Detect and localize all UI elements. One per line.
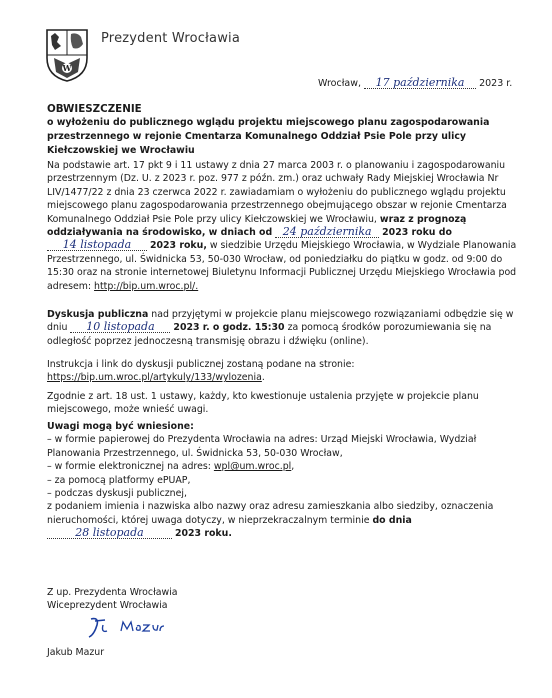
handwritten-signature [85,615,165,641]
email-prefix: – w formie elektronicznej na adres: [47,461,211,473]
deadline-year: 2023 roku. [174,528,232,540]
instructions-dot: . [261,372,265,384]
paragraph-right-to-remarks: Zgodnie z art. 18 ust. 1 ustawy, każdy, kto kwestionuje ustalenia przyjęte w projekcie planu miejscowego, może wnieść uwagi. [47,391,479,416]
remarks-closing-text: z podaniem imienia i nazwiska albo nazwy oraz adresu zamieszkania albo siedziby, oznaczenia nieruchomości, której uwaga dotyczy, w nieprzekraczalnym terminie [47,501,494,526]
deadline-intro: do dnia [372,514,412,526]
paragraph-public-discussion [47,308,517,348]
paragraph-instructions [47,358,517,385]
remarks-section [47,420,517,541]
organization-name: Prezydent Wrocławia [101,31,241,46]
period-intro: wraz z prognozą oddziaływania na środowisko, w dniach od [47,213,467,239]
discussion-text: nad przyjętymi w projekcie planu miejscowego rozwiązaniami odbędzie się w dniu [47,309,514,334]
period-start-date: 24 października [275,226,379,238]
signature-title: Wiceprezydent Wrocławia [47,600,168,612]
remarks-heading: Uwagi mogą być wniesione: [47,421,194,432]
legal-basis-text: Na podstawie art. 17 pkt 9 i 11 ustawy z dnia 27 marca 2003 r. o planowaniu i zagospodarowaniu przestrzennym (Dz. U. z 2023 r. poz. 977 z późn. zm.) oraz uchwały Rady Miejskiej Wrocławia Nr LIV/1477/22 z dnia 23 czerwca 2022 r. zawiadamiam o wyłożeniu do publicznego wglądu projektu miejscowego planu zagospodarowania przestrzennego obejmującego obszar w rejonie Cmentarza Komunalnego Oddział Psie Pole przy ulicy Kiełczowskiej we Wrocławiu, [47,160,507,225]
handwritten-date: 17 października [364,77,476,89]
period-mid: 2023 roku do [382,227,452,239]
period-end-year: 2023 roku, [149,240,207,252]
paragraph-legal-basis [47,159,517,293]
period-end-date: 14 listopada [47,239,147,251]
city-coat-of-arms-logo [45,28,89,82]
remarks-item-email [47,460,517,473]
location-text: w siedzibie Urzędu Miejskiego Wrocławia, w Wydziale Planowania Przestrzennego, ul. Świdnicka 53, 50-030 Wrocław, od poniedziałku do piątku w godz. od 9:00 do 15:30 oraz na stronie internetowej Biuletynu Informacji Publicznej Urzędu Miejskiego Wrocławia pod adresem: [47,240,517,292]
signature-block [47,586,517,613]
document-title: OBWIESZCZENIE [47,103,142,115]
document-date [318,77,512,89]
remarks-item-paper: – w formie papierowej do Prezydenta Wrocławia na adres: Urząd Miejski Wrocławia, Wydział Planowania Przestrzennego, ul. Świdnicka 53, 50-030 Wrocław, [47,434,477,459]
remarks-item-discussion: – podczas dyskusji publicznej, [47,488,187,500]
bip-link[interactable]: http://bip.um.wroc.pl/. [94,280,199,292]
signature-authority: Z up. Prezydenta Wrocławia [47,587,178,598]
svg-text:W: W [62,63,72,73]
discussion-date: 10 listopada [70,321,170,333]
deadline-date: 28 listopada [47,527,172,539]
remarks-closing [47,500,517,540]
remarks-item-epuap: – za pomocą platformy ePUAP, [47,474,191,486]
discussion-heading: Dyskusja publiczna [47,309,149,320]
date-place: Wrocław, [318,78,362,89]
date-year: 2023 r. [479,78,513,89]
email-suffix: , [291,461,295,473]
discussion-time: 2023 r. o godz. 15:30 [173,322,285,334]
instructions-text: Instrukcja i link do dyskusji publicznej zostaną podane na stronie: [47,359,355,370]
discussion-mode: za pomocą środków porozumiewania się na odległość poprzez jednoczesną transmisję obrazu i dźwięku (online). [47,322,492,347]
document-subtitle: o wyłożeniu do publicznego wglądu projektu miejscowego planu zagospodarowania przestrzennego w rejonie Cmentarza Komunalnego Oddział Psie Pole przy ulicy Kiełczowskiej we Wrocławiu [47,117,490,156]
email-link[interactable]: wpl@um.wroc.pl [213,461,292,473]
instructions-link[interactable]: https://bip.um.wroc.pl/artykuly/133/wylozenia [47,372,262,384]
signer-name: Jakub Mazur [47,647,105,658]
